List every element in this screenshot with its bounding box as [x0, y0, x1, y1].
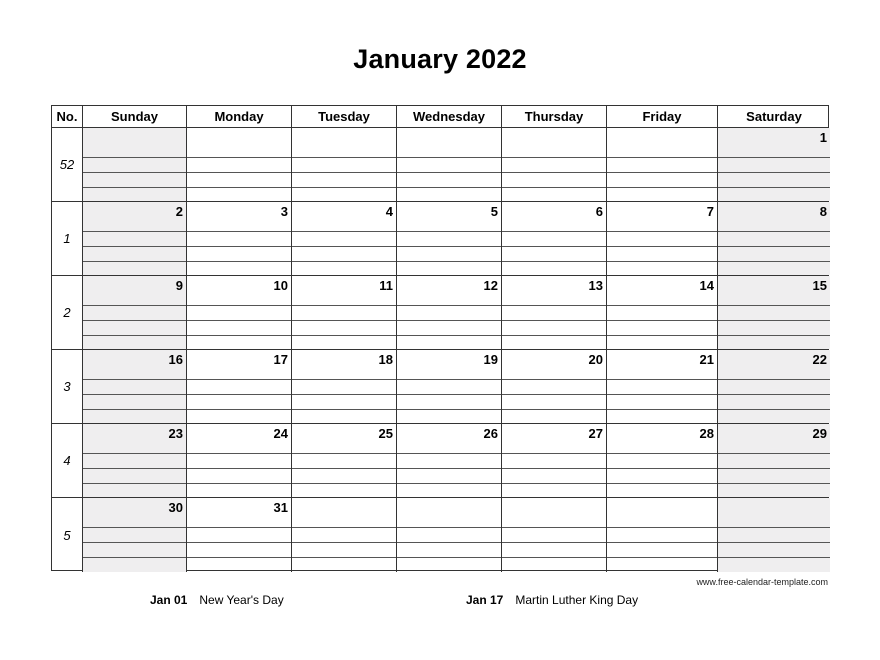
note-line [502, 335, 606, 336]
header-day: Friday [607, 106, 718, 127]
day-cell [292, 424, 397, 497]
day-number: 25 [378, 426, 393, 441]
note-line [187, 231, 291, 232]
note-line [718, 320, 830, 321]
day-cell [718, 276, 830, 349]
note-line [502, 320, 606, 321]
note-line [83, 320, 186, 321]
note-line [292, 483, 396, 484]
note-line [83, 542, 186, 543]
note-line [83, 379, 186, 380]
week-number: 4 [63, 453, 71, 468]
note-line [292, 542, 396, 543]
week-number-cell [52, 276, 83, 349]
day-cell [83, 350, 187, 423]
note-line [718, 409, 830, 410]
day-number: 23 [168, 426, 183, 441]
note-line [718, 335, 830, 336]
day-cell [718, 350, 830, 423]
day-number: 12 [483, 278, 498, 293]
week-row [52, 202, 828, 276]
day-number: 16 [168, 352, 183, 367]
note-line [292, 335, 396, 336]
day-cell [502, 350, 607, 423]
day-cell [397, 202, 502, 275]
note-line [502, 409, 606, 410]
note-line [502, 453, 606, 454]
day-cell [187, 276, 292, 349]
note-line [502, 483, 606, 484]
header-day: Sunday [83, 106, 187, 127]
holiday-name: New Year's Day [199, 593, 284, 607]
note-line [607, 394, 717, 395]
note-line [502, 157, 606, 158]
note-line [83, 261, 186, 262]
note-line [607, 335, 717, 336]
day-cell [83, 202, 187, 275]
note-line [83, 305, 186, 306]
holiday-name: Martin Luther King Day [515, 593, 639, 607]
day-number: 1 [819, 130, 827, 145]
note-line [718, 394, 830, 395]
note-line [607, 261, 717, 262]
note-line [292, 231, 396, 232]
note-line [292, 394, 396, 395]
note-line [187, 172, 291, 173]
note-line [83, 231, 186, 232]
header-day: Wednesday [397, 106, 502, 127]
day-cell [187, 128, 292, 201]
note-line [397, 231, 501, 232]
day-number: 20 [588, 352, 603, 367]
note-line [397, 172, 501, 173]
note-line [607, 453, 717, 454]
note-line [607, 231, 717, 232]
note-line [187, 453, 291, 454]
note-line [607, 187, 717, 188]
note-line [292, 305, 396, 306]
note-line [83, 557, 186, 558]
day-cell [607, 128, 718, 201]
note-line [607, 172, 717, 173]
day-number: 29 [812, 426, 827, 441]
note-line [397, 335, 501, 336]
note-line [83, 157, 186, 158]
holiday-date: Jan 17 [466, 593, 504, 607]
day-cell [607, 498, 718, 572]
calendar-grid [51, 105, 829, 571]
day-cell [718, 128, 830, 201]
note-line [292, 453, 396, 454]
note-line [502, 527, 606, 528]
day-cell [718, 424, 830, 497]
note-line [83, 187, 186, 188]
day-number: 11 [379, 278, 393, 293]
note-line [718, 246, 830, 247]
note-line [502, 187, 606, 188]
note-line [292, 468, 396, 469]
day-number: 21 [699, 352, 714, 367]
note-line [502, 542, 606, 543]
note-line [292, 157, 396, 158]
note-line [292, 320, 396, 321]
day-cell [292, 202, 397, 275]
website-credit: www.free-calendar-template.com [696, 577, 828, 587]
note-line [607, 483, 717, 484]
day-cell [502, 128, 607, 201]
note-line [83, 468, 186, 469]
note-line [292, 261, 396, 262]
note-line [502, 172, 606, 173]
day-cell [83, 498, 187, 572]
note-line [83, 394, 186, 395]
note-line [607, 305, 717, 306]
note-line [83, 483, 186, 484]
holiday-item [466, 593, 638, 607]
note-line [397, 527, 501, 528]
note-line [502, 261, 606, 262]
day-cell [187, 498, 292, 572]
week-row [52, 276, 828, 350]
day-cell [718, 498, 830, 572]
day-cell [292, 498, 397, 572]
day-cell [83, 276, 187, 349]
note-line [718, 557, 830, 558]
note-line [83, 409, 186, 410]
note-line [397, 557, 501, 558]
note-line [397, 468, 501, 469]
note-line [83, 527, 186, 528]
holiday-item [150, 593, 284, 607]
week-row [52, 424, 828, 498]
note-line [187, 261, 291, 262]
day-cell [607, 350, 718, 423]
note-line [718, 305, 830, 306]
note-line [292, 172, 396, 173]
week-number: 52 [59, 157, 75, 172]
note-line [187, 394, 291, 395]
note-line [502, 557, 606, 558]
week-number: 2 [63, 305, 71, 320]
week-row [52, 128, 828, 202]
day-number: 28 [699, 426, 714, 441]
day-cell [397, 276, 502, 349]
day-cell [397, 498, 502, 572]
note-line [607, 320, 717, 321]
note-line [187, 187, 291, 188]
note-line [607, 246, 717, 247]
day-number: 17 [273, 352, 288, 367]
note-line [718, 379, 830, 380]
day-cell [83, 128, 187, 201]
day-cell [187, 350, 292, 423]
note-line [397, 394, 501, 395]
week-row [52, 350, 828, 424]
day-number: 3 [280, 204, 288, 219]
day-number: 26 [483, 426, 498, 441]
note-line [397, 453, 501, 454]
week-number-cell [52, 424, 83, 497]
note-line [83, 335, 186, 336]
note-line [607, 157, 717, 158]
day-number: 9 [175, 278, 183, 293]
day-number: 7 [706, 204, 714, 219]
day-cell [397, 424, 502, 497]
note-line [187, 483, 291, 484]
note-line [83, 172, 186, 173]
day-number: 10 [273, 278, 288, 293]
day-number: 19 [483, 352, 498, 367]
note-line [292, 527, 396, 528]
note-line [718, 453, 830, 454]
holiday-date: Jan 01 [150, 593, 188, 607]
note-line [607, 557, 717, 558]
note-line [292, 187, 396, 188]
calendar-title: January 2022 [353, 44, 527, 74]
note-line [397, 483, 501, 484]
note-line [187, 157, 291, 158]
note-line [718, 231, 830, 232]
week-number: 3 [63, 379, 71, 394]
note-line [397, 246, 501, 247]
day-cell [397, 350, 502, 423]
day-cell [187, 424, 292, 497]
note-line [187, 468, 291, 469]
day-cell [292, 350, 397, 423]
note-line [397, 157, 501, 158]
note-line [187, 557, 291, 558]
day-number: 4 [385, 204, 393, 219]
day-number: 31 [273, 500, 288, 515]
note-line [397, 187, 501, 188]
day-number: 22 [812, 352, 827, 367]
day-cell [502, 424, 607, 497]
note-line [502, 379, 606, 380]
day-number: 5 [490, 204, 498, 219]
day-number: 15 [812, 278, 827, 293]
day-cell [292, 128, 397, 201]
note-line [187, 527, 291, 528]
note-line [397, 261, 501, 262]
week-number-cell [52, 498, 83, 572]
note-line [607, 542, 717, 543]
week-number: 5 [63, 527, 71, 543]
header-day: Thursday [502, 106, 607, 127]
day-cell [292, 276, 397, 349]
note-line [718, 172, 830, 173]
day-number: 2 [175, 204, 183, 219]
day-cell [502, 202, 607, 275]
note-line [718, 187, 830, 188]
note-line [187, 542, 291, 543]
note-line [292, 557, 396, 558]
note-line [718, 542, 830, 543]
day-cell [607, 202, 718, 275]
day-number: 24 [273, 426, 288, 441]
note-line [718, 468, 830, 469]
header-week-number: No. [52, 106, 83, 127]
week-number-cell [52, 128, 83, 201]
note-line [502, 468, 606, 469]
note-line [83, 453, 186, 454]
note-line [718, 261, 830, 262]
note-line [292, 409, 396, 410]
day-number: 18 [378, 352, 393, 367]
day-number: 30 [168, 500, 183, 515]
note-line [187, 379, 291, 380]
header-day: Tuesday [292, 106, 397, 127]
header-day: Saturday [746, 109, 802, 124]
note-line [187, 246, 291, 247]
day-number: 6 [595, 204, 603, 219]
note-line [607, 379, 717, 380]
note-line [187, 409, 291, 410]
note-line [187, 335, 291, 336]
day-cell [502, 498, 607, 572]
note-line [292, 379, 396, 380]
note-line [502, 305, 606, 306]
note-line [397, 409, 501, 410]
note-line [292, 246, 396, 247]
header-day: Monday [187, 106, 292, 127]
note-line [83, 246, 186, 247]
day-cell [607, 424, 718, 497]
day-number: 27 [588, 426, 603, 441]
calendar-header-row [52, 106, 828, 128]
note-line [397, 542, 501, 543]
day-cell [607, 276, 718, 349]
day-cell [718, 202, 830, 275]
note-line [718, 527, 830, 528]
day-number: 13 [588, 278, 603, 293]
note-line [607, 409, 717, 410]
note-line [397, 379, 501, 380]
day-cell [397, 128, 502, 201]
day-number: 8 [819, 204, 827, 219]
note-line [718, 483, 830, 484]
week-row [52, 498, 828, 572]
note-line [187, 320, 291, 321]
note-line [607, 527, 717, 528]
day-cell [502, 276, 607, 349]
note-line [718, 157, 830, 158]
note-line [187, 305, 291, 306]
note-line [607, 468, 717, 469]
day-number: 14 [699, 278, 714, 293]
week-number-cell [52, 350, 83, 423]
week-number-cell [52, 202, 83, 275]
day-cell [187, 202, 292, 275]
week-number: 1 [63, 231, 71, 246]
note-line [502, 246, 606, 247]
note-line [397, 320, 501, 321]
note-line [502, 394, 606, 395]
note-line [397, 305, 501, 306]
note-line [502, 231, 606, 232]
day-cell [83, 424, 187, 497]
